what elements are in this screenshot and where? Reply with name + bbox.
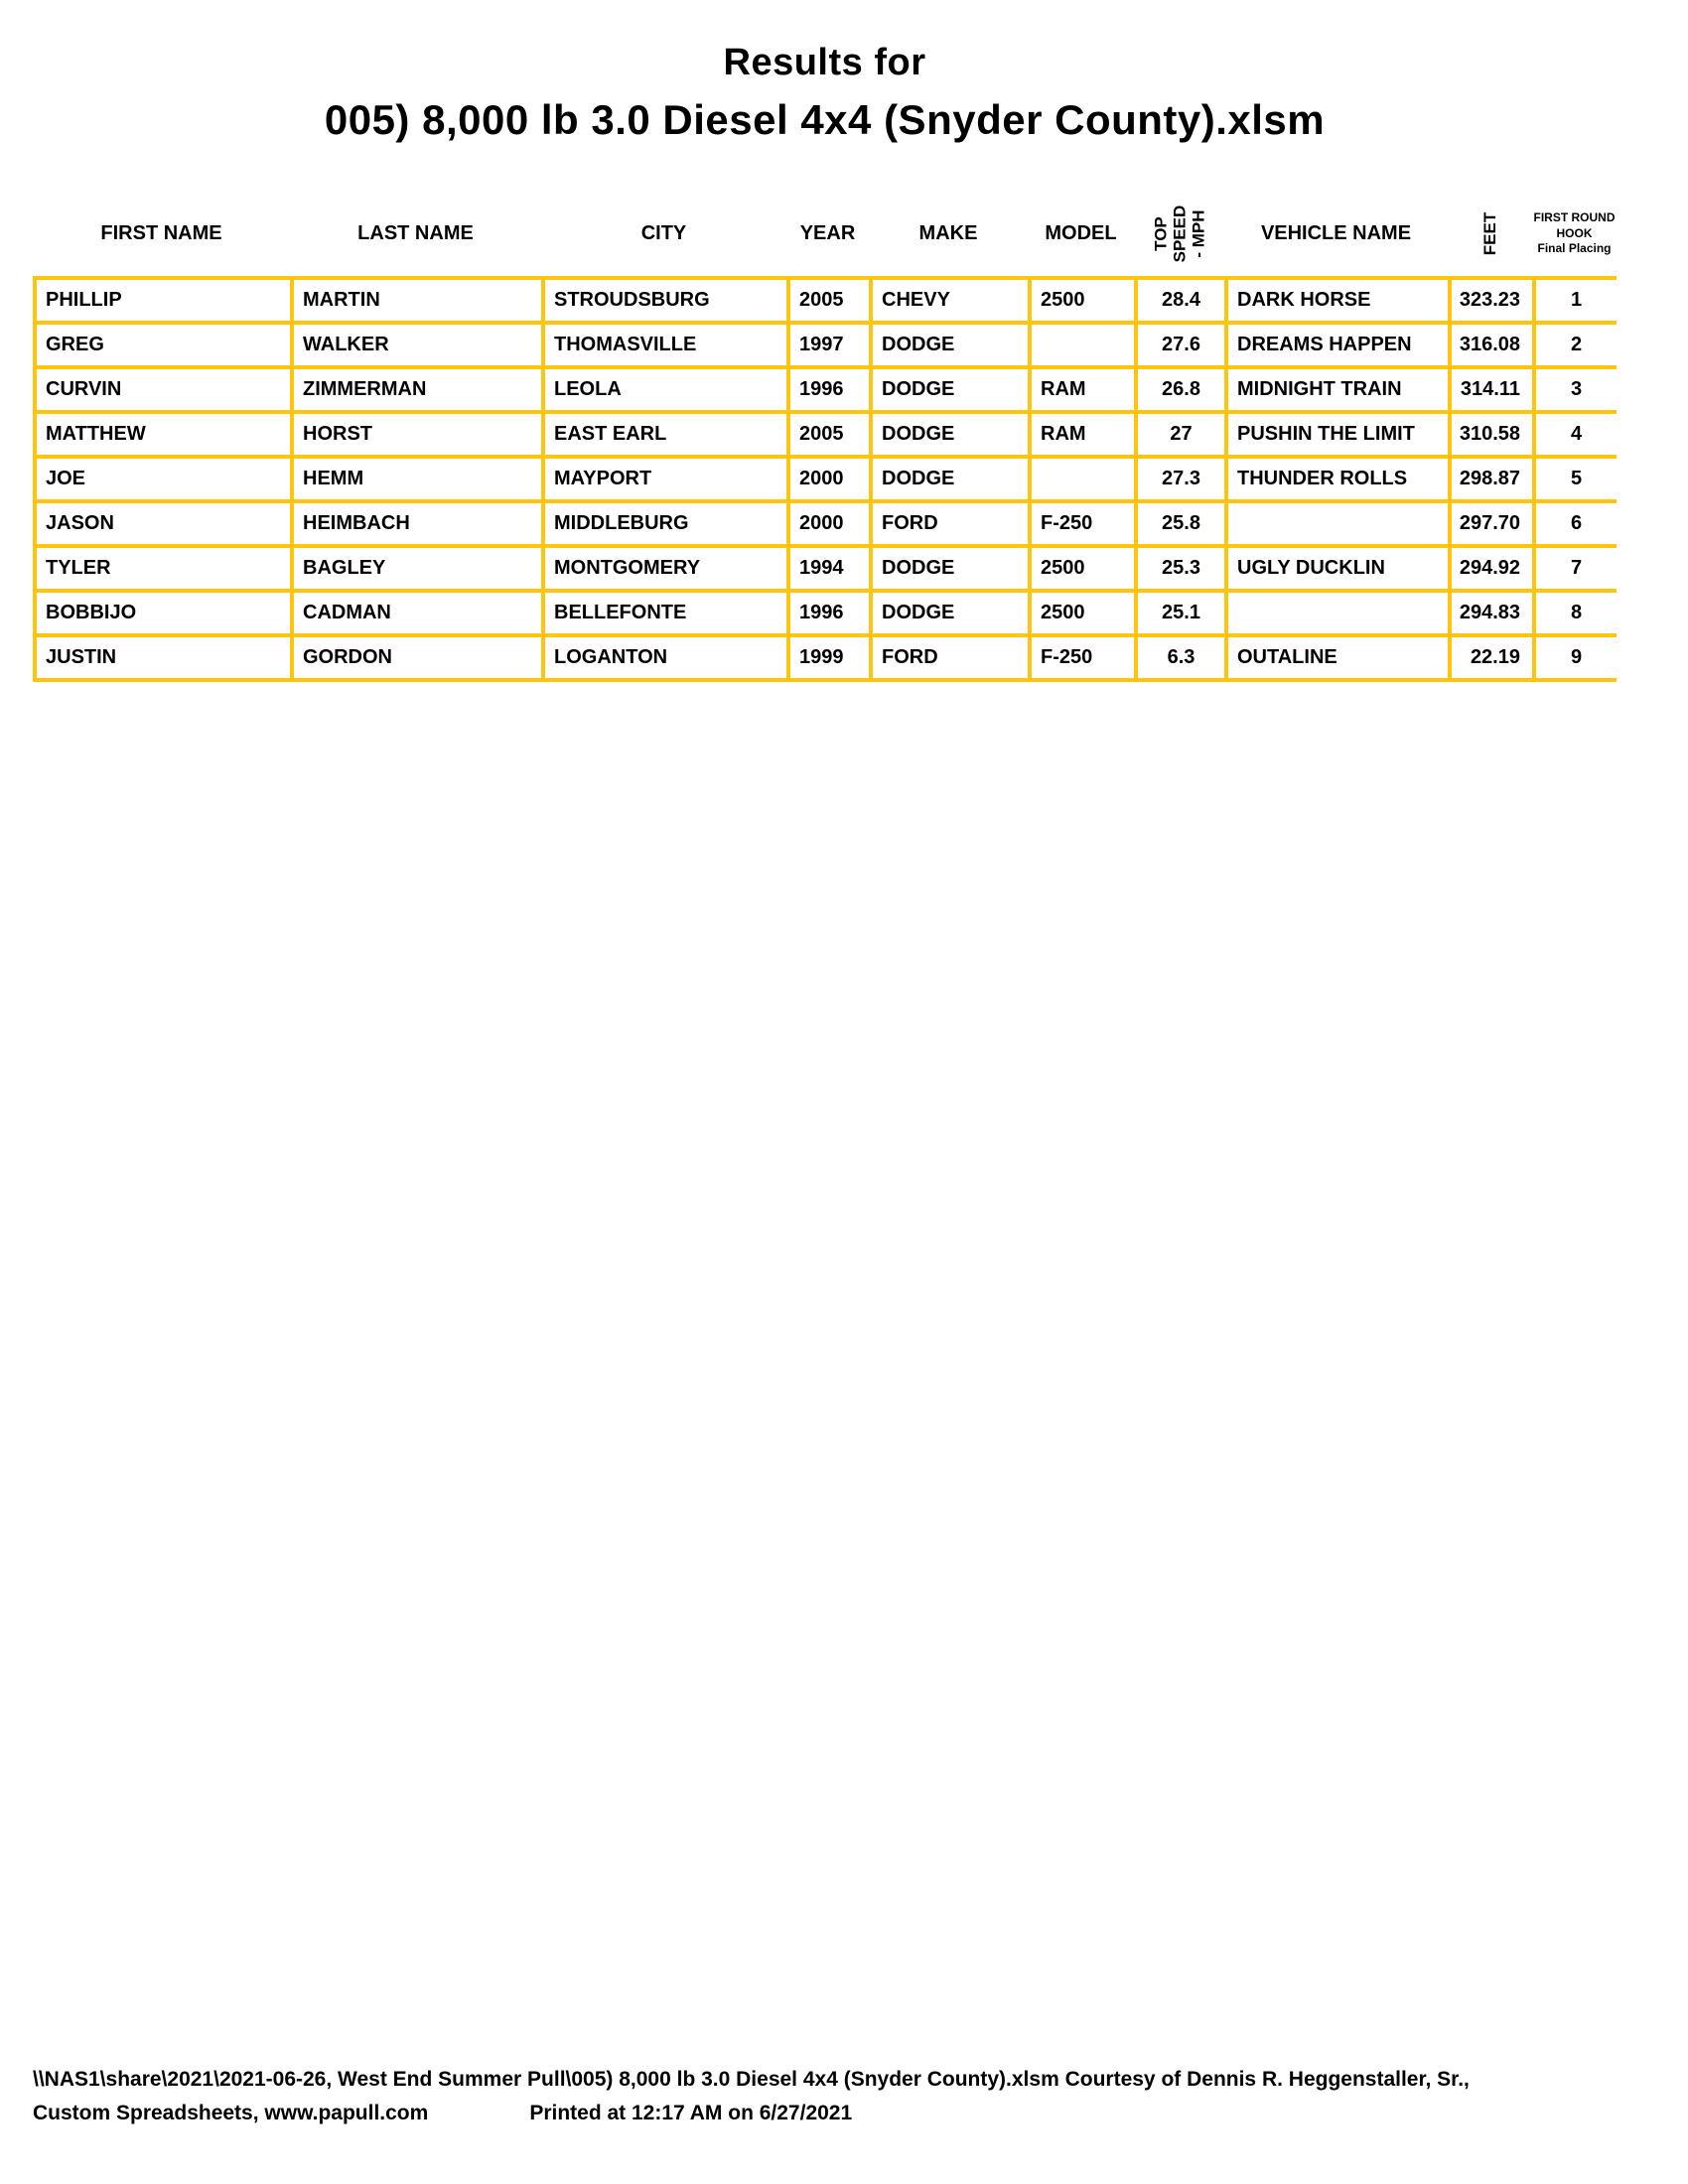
table-cell: 298.87 (1448, 455, 1532, 499)
table-cell: 1994 (786, 544, 869, 589)
table-cell: 4 (1532, 410, 1617, 455)
table-cell: HEIMBACH (290, 499, 541, 544)
table-cell: 6.3 (1134, 633, 1224, 682)
table-cell: 25.1 (1134, 589, 1224, 633)
table-cell: MARTIN (290, 276, 541, 321)
table-cell: JASON (33, 499, 290, 544)
table-cell (1224, 499, 1448, 544)
table-cell: EAST EARL (541, 410, 786, 455)
table-cell: BAGLEY (290, 544, 541, 589)
table-cell (1028, 455, 1134, 499)
header-first-round-hook (1532, 192, 1617, 276)
header-top-speed-label (1151, 205, 1207, 263)
table-cell: CADMAN (290, 589, 541, 633)
table-cell: GREG (33, 321, 290, 365)
footer-printed-at: Printed at 12:17 AM on 6/27/2021 (529, 2102, 853, 2124)
table-cell: TYLER (33, 544, 290, 589)
footer-path-line: \\NAS1\share\2021\2021-06-26, West End Summer Pull\005) 8,000 lb 3.0 Diesel 4x4 (Snyder County).xlsm Courtesy of Dennis R. Heggenstaller, Sr., (33, 2068, 1470, 2091)
table-cell: 2500 (1028, 276, 1134, 321)
footer (33, 2069, 1661, 2123)
header-final-placing: Final Placing (1537, 241, 1612, 256)
header-top-speed-line3: - MPH (1189, 209, 1208, 258)
table-cell: 25.3 (1134, 544, 1224, 589)
table-cell: STROUDSBURG (541, 276, 786, 321)
table-cell (1224, 589, 1448, 633)
title-block (33, 42, 1617, 144)
table-cell: FORD (869, 633, 1028, 682)
header-first-round-line2: HOOK (1556, 225, 1593, 240)
table-cell: MIDNIGHT TRAIN (1224, 365, 1448, 410)
table-cell: DODGE (869, 455, 1028, 499)
table-cell: OUTALINE (1224, 633, 1448, 682)
table-cell: F-250 (1028, 499, 1134, 544)
table-cell: 1996 (786, 365, 869, 410)
table-cell: 25.8 (1134, 499, 1224, 544)
table-cell: ZIMMERMAN (290, 365, 541, 410)
table-cell: LOGANTON (541, 633, 786, 682)
table-cell: HEMM (290, 455, 541, 499)
table-cell: 310.58 (1448, 410, 1532, 455)
table-cell: DREAMS HAPPEN (1224, 321, 1448, 365)
table-cell: 316.08 (1448, 321, 1532, 365)
table-cell: 2005 (786, 276, 869, 321)
table-cell: PUSHIN THE LIMIT (1224, 410, 1448, 455)
table-cell: DODGE (869, 589, 1028, 633)
header-year: YEAR (799, 222, 856, 244)
table-cell: 5 (1532, 455, 1617, 499)
table-header-row (33, 192, 1617, 276)
table-cell: DODGE (869, 544, 1028, 589)
header-first-name: FIRST NAME (100, 222, 222, 244)
table-cell: FORD (869, 499, 1028, 544)
table-cell: 294.92 (1448, 544, 1532, 589)
table-cell: RAM (1028, 410, 1134, 455)
table-cell: JUSTIN (33, 633, 290, 682)
table-cell: 323.23 (1448, 276, 1532, 321)
table-cell: JOE (33, 455, 290, 499)
table-cell: 22.19 (1448, 633, 1532, 682)
table-cell: UGLY DUCKLIN (1224, 544, 1448, 589)
header-last-name: LAST NAME (357, 222, 474, 244)
table-cell: 297.70 (1448, 499, 1532, 544)
table-cell: 3 (1532, 365, 1617, 410)
table-cell: DODGE (869, 321, 1028, 365)
table-cell: CURVIN (33, 365, 290, 410)
table-cell: MATTHEW (33, 410, 290, 455)
table-cell: CHEVY (869, 276, 1028, 321)
table-cell: 314.11 (1448, 365, 1532, 410)
table-cell: BELLEFONTE (541, 589, 786, 633)
table-cell: 294.83 (1448, 589, 1532, 633)
header-make: MAKE (918, 222, 978, 244)
table-cell: 2500 (1028, 589, 1134, 633)
header-top-speed-line1: TOP (1150, 216, 1170, 251)
footer-company: Custom Spreadsheets, www.papull.com (33, 2102, 429, 2124)
header-top-speed-line2: SPEED (1169, 205, 1189, 263)
table-cell: 1996 (786, 589, 869, 633)
table-cell: THUNDER ROLLS (1224, 455, 1448, 499)
results-table (33, 276, 1617, 682)
table-cell: 7 (1532, 544, 1617, 589)
table-cell: THOMASVILLE (541, 321, 786, 365)
table-cell: 2000 (786, 455, 869, 499)
table-cell: DODGE (869, 410, 1028, 455)
table-cell: 2500 (1028, 544, 1134, 589)
table-cell: DARK HORSE (1224, 276, 1448, 321)
header-vehicle-name: VEHICLE NAME (1260, 222, 1412, 244)
table-cell (1028, 321, 1134, 365)
report-filename: 005) 8,000 lb 3.0 Diesel 4x4 (Snyder County).xlsm (324, 96, 1326, 143)
table-cell: 27.6 (1134, 321, 1224, 365)
table-cell: 6 (1532, 499, 1617, 544)
table-cell: 1999 (786, 633, 869, 682)
table-cell: 1 (1532, 276, 1617, 321)
table-cell: 2 (1532, 321, 1617, 365)
table-cell: DODGE (869, 365, 1028, 410)
table-cell: MAYPORT (541, 455, 786, 499)
table-cell: F-250 (1028, 633, 1134, 682)
footer-line2 (33, 2103, 1661, 2123)
table-cell: 1997 (786, 321, 869, 365)
table-cell: HORST (290, 410, 541, 455)
table-cell: WALKER (290, 321, 541, 365)
header-top-speed (1134, 192, 1224, 276)
table-cell: 27 (1134, 410, 1224, 455)
table-cell: GORDON (290, 633, 541, 682)
table-cell: 2000 (786, 499, 869, 544)
table-cell: BOBBIJO (33, 589, 290, 633)
table-cell: PHILLIP (33, 276, 290, 321)
table-cell: 28.4 (1134, 276, 1224, 321)
table-cell: RAM (1028, 365, 1134, 410)
table-cell: LEOLA (541, 365, 786, 410)
header-first-round-line1: FIRST ROUND (1533, 210, 1616, 225)
header-city: CITY (640, 222, 687, 244)
table-cell: 9 (1532, 633, 1617, 682)
table-cell: 27.3 (1134, 455, 1224, 499)
header-feet-label: FEET (1479, 211, 1499, 256)
table-cell: 26.8 (1134, 365, 1224, 410)
header-model: MODEL (1045, 222, 1117, 244)
table-cell: MIDDLEBURG (541, 499, 786, 544)
header-feet (1448, 192, 1532, 276)
table-cell: 2005 (786, 410, 869, 455)
table-cell: MONTGOMERY (541, 544, 786, 589)
table-cell: 8 (1532, 589, 1617, 633)
report-title: Results for (723, 42, 926, 83)
